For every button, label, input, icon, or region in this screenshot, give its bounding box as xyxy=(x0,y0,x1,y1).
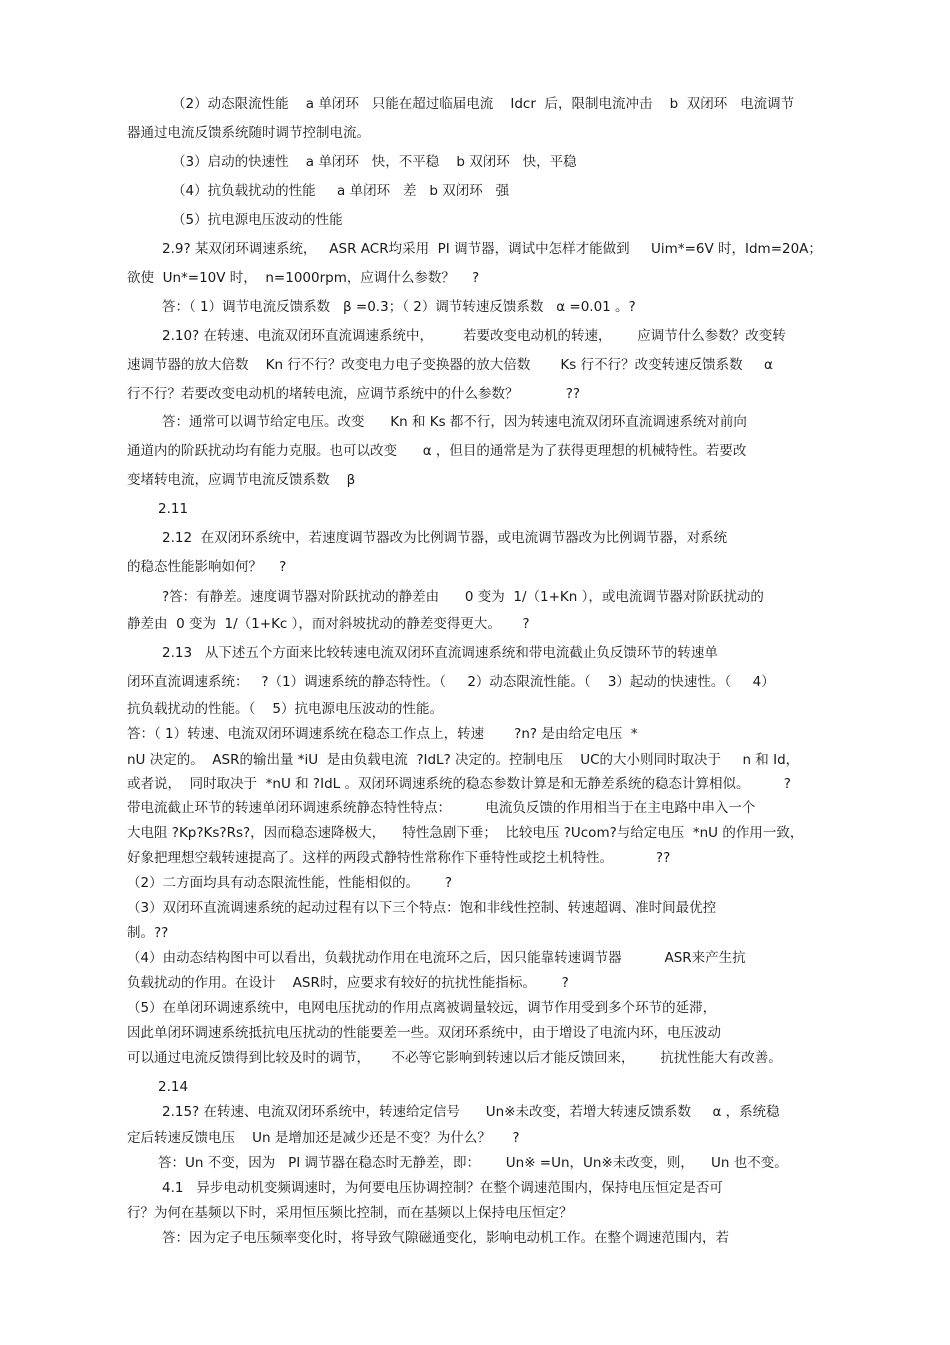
text-line: （2）二方面均具有动态限流性能，性能相似的。 ? xyxy=(127,875,453,891)
text-line: 答：（ 1）转速、电流双闭环调速系统在稳态工作点上，转速 ?n? 是由给定电压 * xyxy=(127,726,638,742)
text-line: 负载扰动的作用。在设计 ASR时，应要求有较好的抗扰性能指标。 ? xyxy=(127,975,569,991)
text-line: 闭环直流调速系统： ?（1）调速系统的静态特性。（ 2）动态限流性能。（ 3）起动的快速性。（ 4） xyxy=(127,674,775,690)
text-line: 好象把理想空载转速提高了。这样的两段式静特性常称作下垂特性或挖土机特性。 ?? xyxy=(127,850,671,866)
text-line: 可以通过电流反馈得到比较及时的调节， 不必等它影响到转速以后才能反馈回来， 抗扰性能大有改善。 xyxy=(127,1050,782,1066)
text-line: 2.10? 在转速、电流双闭环直流调速系统中， 若要改变电动机的转速， 应调节什么参数？改变转 xyxy=(162,328,786,344)
text-line: （3）启动的快速性 a 单闭环 快，不平稳 b 双闭环 快，平稳 xyxy=(172,154,577,170)
text-line: 速调节器的放大倍数 Kn 行不行？改变电力电子变换器的放大倍数 Ks 行不行？改变转速反馈系数 α xyxy=(127,357,773,373)
text-line: 的稳态性能影响如何？ ? xyxy=(127,559,287,575)
text-line: 静差由 0 变为 1/（1+Kc ），而对斜坡扰动的静差变得更大。 ? xyxy=(127,616,530,632)
text-line: 变堵转电流，应调节电流反馈系数 β xyxy=(127,472,356,488)
text-line: 通道内的阶跃扰动均有能力克服。也可以改变 α ，但目的通常是为了获得更理想的机械特性。若要改 xyxy=(127,443,747,459)
text-line: （4）抗负载扰动的性能 a 单闭环 差 b 双闭环 强 xyxy=(172,183,510,199)
text-line: 制。?? xyxy=(127,925,169,941)
text-line: nU 决定的。 ASR的输出量 *iU 是由负载电流 ?IdL? 决定的。控制电压 UC的大小则同时取决于 n 和 Id， xyxy=(127,752,800,768)
text-line: 器通过电流反馈系统随时调节控制电流。 xyxy=(127,125,370,141)
text-line: 2.13 从下述五个方面来比较转速电流双闭环直流调速系统和带电流截止负反馈环节的转速单 xyxy=(162,645,718,661)
text-line: 4.1 异步电动机变频调速时，为何要电压协调控制？在整个调速范围内，保持电压恒定是否可 xyxy=(162,1180,723,1196)
text-line: 定后转速反馈电压 Un 是增加还是减少还是不变？为什么？ ? xyxy=(127,1130,520,1146)
text-line: 2.9? 某双闭环调速系统， ASR ACR均采用 PI 调节器，调试中怎样才能做到 Uim*=6V 时，Idm=20A； xyxy=(162,241,822,257)
text-line: 答：因为定子电压频率变化时，将导致气隙磁通变化，影响电动机工作。在整个调速范围内，若 xyxy=(162,1230,729,1246)
text-line: （5）抗电源电压波动的性能 xyxy=(172,212,343,228)
text-line: 带电流截止环节的转速单闭环调速系统静态特性特点： 电流负反馈的作用相当于在主电路中串入一个 xyxy=(127,800,756,816)
text-line: 答：（ 1）调节电流反馈系数 β =0.3；（ 2）调节转速反馈系数 α =0.01 。? xyxy=(162,299,636,315)
text-line: ?答：有静差。速度调节器对阶跃扰动的静差由 0 变为 1/（1+Kn ），或电流调节器对阶跃扰动的 xyxy=(162,589,764,605)
text-line: 抗负载扰动的性能。（ 5）抗电源电压波动的性能。 xyxy=(127,701,444,717)
text-line: （5）在单闭环调速系统中，电网电压扰动的作用点离被调量较远，调节作用受到多个环节的延滞， xyxy=(127,1000,717,1016)
text-line: （2）动态限流性能 a 单闭环 只能在超过临届电流 Idcr 后，限制电流冲击 b 双闭环 电流调节 xyxy=(172,96,795,112)
text-line: 或者说， 同时取决于 *nU 和 ?IdL 。双闭环调速系统的稳态参数计算是和无静差系统的稳态计算相似。 ? xyxy=(127,776,791,792)
text-line: （4）由动态结构图中可以看出，负载扰动作用在电流环之后，因只能靠转速调节器 ASR来产生抗 xyxy=(127,950,746,966)
text-line: 因此单闭环调速系统抵抗电压扰动的性能要差一些。双闭环系统中，由于增设了电流内环，电压波动 xyxy=(127,1025,721,1041)
text-line: （3）双闭环直流调速系统的起动过程有以下三个特点：饱和非线性控制、转速超调、准时间最优控 xyxy=(127,900,717,916)
text-line: 2.12 在双闭环系统中，若速度调节器改为比例调节器，或电流调节器改为比例调节器，对系统 xyxy=(162,530,728,546)
text-line: 行？为何在基频以下时，采用恒压频比控制，而在基频以上保持电压恒定？ xyxy=(127,1205,573,1221)
text-line: 答：Un 不变，因为 PI 调节器在稳态时无静差，即： Un※ =Un，Un※未改变，则， Un 也不变。 xyxy=(158,1155,788,1171)
text-line: 大电阻 ?Kp?Ks?Rs?，因而稳态速降极大， 特性急剧下垂； 比较电压 ?Ucom?与给定电压 *nU 的作用一致， xyxy=(127,825,804,841)
text-line: 2.14 xyxy=(158,1079,189,1095)
text-line: 欲使 Un*=10V 时， n=1000rpm，应调什么参数？ ? xyxy=(127,270,480,286)
text-line: 2.15? 在转速、电流双闭环系统中，转速给定信号 Un※未改变，若增大转速反馈系数 α ，系统稳 xyxy=(162,1104,780,1120)
text-line: 2.11 xyxy=(158,501,189,517)
text-line: 行不行？若要改变电动机的堵转电流，应调节系统中的什么参数？ ?? xyxy=(127,386,581,402)
text-line: 答：通常可以调节给定电压。改变 Kn 和 Ks 都不行，因为转速电流双闭环直流调速系统对前向 xyxy=(162,414,747,430)
